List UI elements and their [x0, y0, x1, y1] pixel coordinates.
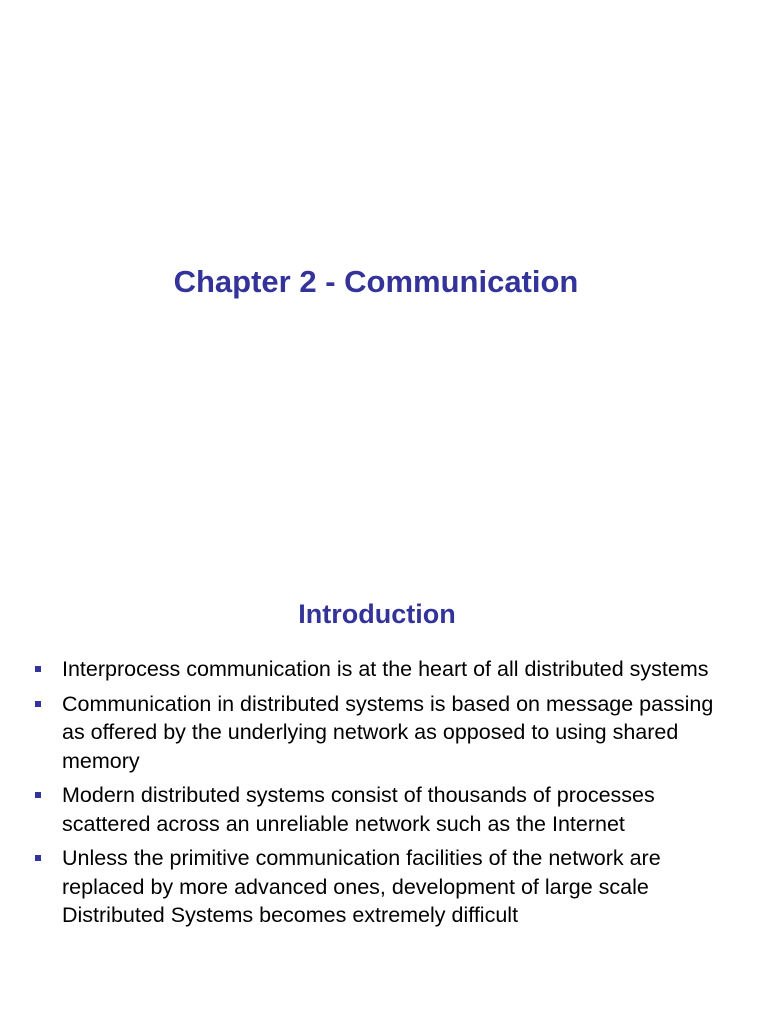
bullet-list: [34, 655, 734, 936]
introduction-slide: [0, 512, 768, 1024]
square-bullet-icon: [35, 792, 41, 798]
bullet-text: Communication in distributed systems is based on message passing as offered by the underlying network as opposed to using shared memory: [62, 691, 714, 773]
square-bullet-icon: [35, 666, 41, 672]
chapter-title: Chapter 2 - Communication: [173, 264, 579, 299]
bullet-text: Modern distributed systems consist of thousands of processes scattered across an unreliable network such as the Internet: [62, 783, 655, 836]
bullet-item: [34, 655, 734, 684]
square-bullet-icon: [35, 855, 41, 861]
bullet-item: [34, 781, 734, 838]
bullet-text: Unless the primitive communication facilities of the network are replaced by more advanced ones, development of large scale Distributed Systems becomes extremely difficult: [62, 846, 661, 927]
bullet-item: [34, 844, 734, 930]
square-bullet-icon: [35, 701, 41, 707]
bullet-text: Interprocess communication is at the heart of all distributed systems: [62, 657, 709, 681]
bullet-item: [34, 690, 734, 776]
section-title: Introduction: [298, 599, 456, 629]
